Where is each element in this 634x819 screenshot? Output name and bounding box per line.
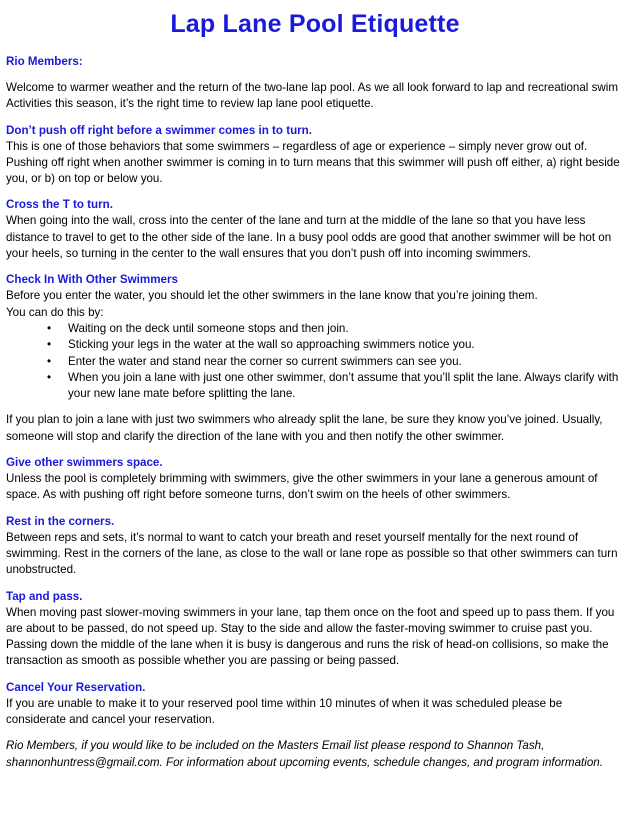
section-body-check-in: Before you enter the water, you should let the other swimmers in the lane know that you’re joining them. xyxy=(6,289,538,303)
section-body-push-off: This is one of those behaviors that some swimmers – regardless of age or experience – simply never grow out of. Pushing off right when another swimmer is coming in to turn means that this swimmer will push off either, a) right beside you, or b) on top or below you. xyxy=(6,139,620,186)
intro-paragraph: Welcome to warmer weather and the return of the two-lane lap pool. As we all look forward to lap and recreational swim Activities this season, it’s the right time to review lap lane pool etiquette. xyxy=(6,81,618,111)
section-body-rest: Between reps and sets, it’s normal to want to catch your breath and reset yourself mentally for the next round of swimming. Rest in the corners of the lane, as close to the wall or lane rope as possible so that other swimmers can turn unobstructed. xyxy=(6,530,618,577)
section-heading-push-off: Don’t push off right before a swimmer comes in to turn. xyxy=(6,123,312,137)
list-item xyxy=(47,354,624,370)
section-heading-rest: Rest in the corners. xyxy=(6,514,115,528)
check-in-followup: If you plan to join a lane with just two swimmers who already split the lane, be sure they know you’ve joined. Usually, someone will stop and clarify the direction of the lane with you and then notify the other swimmer. xyxy=(6,413,603,443)
section-body-cross-t: When going into the wall, cross into the center of the lane and turn at the middle of the lane so that you have less distance to travel to get to the other side of the lane. In a busy pool odds are good that another swimmer will be hot on your heels, so turning in the center to the wall ensures that you don’t push off into incoming swimmers. xyxy=(6,214,612,261)
list-item xyxy=(47,370,624,403)
list-item-text: Sticking your legs in the water at the wall so approaching swimmers notice you. xyxy=(68,338,475,352)
section-heading-check-in: Check In With Other Swimmers xyxy=(6,273,178,287)
section-heading-cancel: Cancel Your Reservation. xyxy=(6,680,146,694)
section-body-cancel: If you are unable to make it to your reserved pool time within 10 minutes of when it was scheduled please be considerate and cancel your reservation. xyxy=(6,696,563,727)
bullet-icon: • xyxy=(47,370,52,384)
list-intro: You can do this by: xyxy=(6,305,104,319)
list-item-text: Enter the water and stand near the corner so current swimmers can see you. xyxy=(68,354,462,368)
page-title: Lap Lane Pool Etiquette xyxy=(170,10,460,38)
section-heading-cross-t: Cross the T to turn. xyxy=(6,198,113,212)
bullet-icon: • xyxy=(47,354,52,368)
section-body-space: Unless the pool is completely brimming with swimmers, give the other swimmers in your lane a generous amount of space. As with pushing off right before someone turns, don’t swim on the heels of other swimmers. xyxy=(6,472,598,502)
check-in-bullet-list xyxy=(6,321,624,402)
section-heading-space: Give other swimmers space. xyxy=(6,456,163,470)
greeting: Rio Members: xyxy=(6,55,83,68)
closing-note: Rio Members, if you would like to be included on the Masters Email list please respond to Shannon Tash, shannonhuntress@gmail.com. For information about upcoming events, schedule changes, and program information. xyxy=(6,739,603,769)
list-item xyxy=(47,321,624,337)
list-item-text: Waiting on the deck until someone stops and then join. xyxy=(68,321,349,335)
bullet-icon: • xyxy=(47,338,52,352)
bullet-icon: • xyxy=(47,321,52,335)
section-heading-tap-pass: Tap and pass. xyxy=(6,589,83,603)
list-item xyxy=(47,337,624,353)
list-item-text: When you join a lane with just one other swimmer, don’t assume that you’ll split the lane. Always clarify with your new lane mate before splitting the lane. xyxy=(68,370,619,401)
section-body-tap-pass: When moving past slower-moving swimmers in your lane, tap them once on the foot and speed up to pass them. If you are about to be passed, do not speed up. Stay to the side and allow the faster-moving swimmer to cruise past you. Passing down the middle of the lane when it is busy is dangerous and runs the risk of head-on collisions, so make the transaction as smooth as possible whether you are passing or being passed. xyxy=(6,605,615,668)
